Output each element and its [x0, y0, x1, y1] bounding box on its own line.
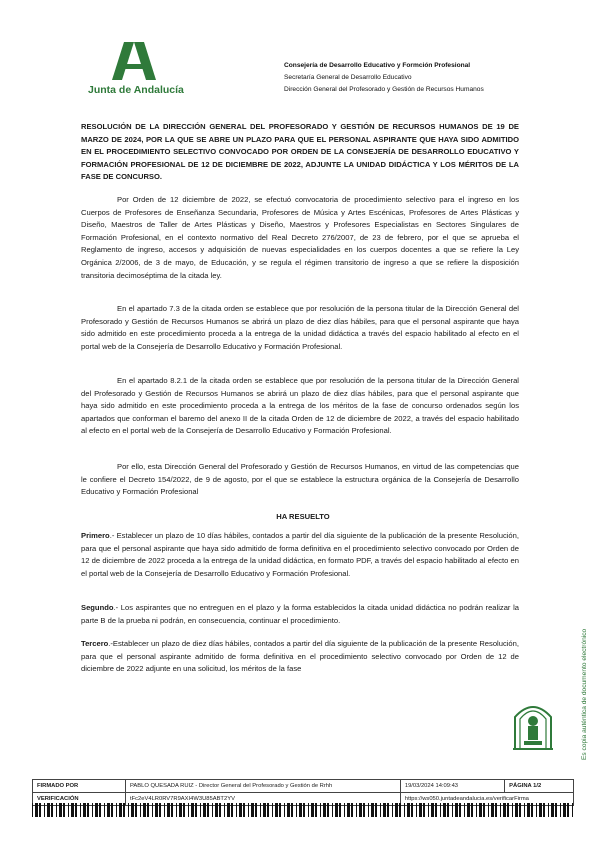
junta-logo [88, 40, 184, 98]
header-secretaria: Secretaría General de Desarrollo Educativo [284, 74, 412, 81]
authentic-copy-note: Es copia auténtica de documento electrónico [581, 628, 588, 760]
junta-arch-icon [106, 40, 162, 82]
page-indicator: PÁGINA 1/2 [505, 780, 574, 793]
header-direccion: Dirección General del Profesorado y Gestión de Recursos Humanos [284, 86, 484, 93]
signature-date: 19/03/2024 14:09:43 [400, 780, 504, 793]
verification-code: tFc2eV4LR0RV7R9AXI4W3U85ABT2YV [126, 793, 401, 806]
paragraph-3: En el apartado 8.2.1 de la citada orden se establece que por resolución de la persona titular de la Dirección General del Profesorado y Gestión de Recursos Humanos se abrirá un plazo de diez días hábiles, para que el personal aspirante que haya sido admitido en este procedimiento proceda a la entrega de los méritos de la fase de concurso ordenados según los apartados que conforman el baremo del anexo II de la citada Orden de 12 de diciembre de 2022, a través del espacio habilitado al efecto en el portal web de la Consejería de Desarrollo Educativo y Formación Profesional. [81, 376, 519, 436]
junta-seal-icon [511, 697, 555, 751]
header-consejeria: Consejería de Desarrollo Educativo y Formción Profesional [284, 62, 471, 69]
firmado-label: FIRMADO POR [33, 780, 126, 793]
firmado-value: PABLO QUESADA RUIZ - Director General del Profesorado y Gestión de Rrhh [126, 780, 401, 793]
resuelto-heading: HA RESUELTO [276, 512, 330, 521]
header-lines [284, 60, 484, 96]
barcode [32, 803, 574, 817]
signature-table [32, 779, 574, 806]
paragraph-1: Por Orden de 12 diciembre de 2022, se efectuó convocatoria de procedimiento selectivo para el ingreso en los Cuerpos de Profesores de Enseñanza Secundaria, Profesores de Música y Artes Escénicas, Profesores de Artes Plásticas y Diseño, Maestros de Taller de Artes Plásticas y Diseño, Maestros y Profesores Especialistas en Sectores Singulares de Formación Profesional, en el contexto normativo del Real Decreto 276/2007, de 23 de febrero, por el que se aprueba el Reglamento de ingreso, accesos y adquisición de nuevas especialidades en los cuerpos docentes a que se refiere la Ley Orgánica 2/2006, de 3 de mayo, de Educación, y se regula el régimen transitorio de ingreso a que se refiere la disposición transitoria decimoséptima de la citada ley. [81, 195, 519, 280]
verificacion-label: VERIFICACIÓN [33, 793, 126, 806]
paragraph-4: Por ello, esta Dirección General del Profesorado y Gestión de Recursos Humanos, en virtud de las competencias que le confiere el Decreto 154/2022, de 9 de agosto, por el que se establece la estructura orgánica de la Consejería de Desarrollo Educativo y Formación Profesional [81, 462, 519, 497]
signature-row [33, 780, 574, 793]
paragraph-2: En el apartado 7.3 de la citada orden se establece que por resolución de la persona titular de la Dirección General del Profesorado y Gestión de Recursos Humanos se abrirá un plazo de diez días hábiles, para que el personal aspirante que haya sido admitido en este procedimiento proceda a la entrega de la unidad didáctica a través del espacio habilitado al efecto en el portal web de la Consejería de Desarrollo Educativo y Formación Profesional. [81, 304, 519, 351]
item-primero: Primero.- Establecer un plazo de 10 días hábiles, contados a partir del día siguiente de la publicación de la presente Resolución, para que el personal aspirante que haya sido admitido de forma definitiva en el procedimiento selectivo convocado por Orden de 12 de diciembre de 2022 proceda a la entrega de la unidad didáctica, en formato PDF, a través del espacio habilitado al efecto en el portal web de la Consejería de Desarrollo Educativo y Formación Profesional. [81, 531, 519, 578]
verification-url[interactable]: https://ws050.juntadeandalucia.es/verificarFirma [400, 793, 573, 806]
logo-text: Junta de Andalucía [88, 84, 184, 96]
document-title: RESOLUCIÓN DE LA DIRECCIÓN GENERAL DEL PROFESORADO Y GESTIÓN DE RECURSOS HUMANOS DE 19 DE MARZO DE 2024, POR LA QUE SE ABRE UN PLAZO PARA QUE EL PERSONAL ASPIRANTE QUE HAYA SIDO ADMITIDO EN EL PROCEDIMIENTO SELECTIVO CONVOCADO POR ORDEN DE LA CONSEJERÍA DE DESARROLLO EDUCATIVO Y FORMACIÓN PROFESIONAL DE 12 DE DICIEMBRE DE 2022, ADJUNTE LA UNIDAD DIDÁCTICA Y LOS MÉRITOS DE LA FASE DE CONCURSO. [81, 122, 519, 182]
item-tercero: Tercero.-Establecer un plazo de diez días hábiles, contados a partir del día siguiente de la publicación de la presente Resolución, para que el personal aspirante admitido de forma definitiva en el procedimiento selectivo convocado por Orden de 12 de diciembre de 2022 adjunte en una solicitud, los méritos de la fase [81, 639, 519, 674]
item-segundo: Segundo.- Los aspirantes que no entreguen en el plazo y la forma establecidos la citada unidad didáctica no podrán realizar la parte B de la prueba ni podrán, en consecuencia, continuar el procedimiento. [81, 603, 519, 625]
